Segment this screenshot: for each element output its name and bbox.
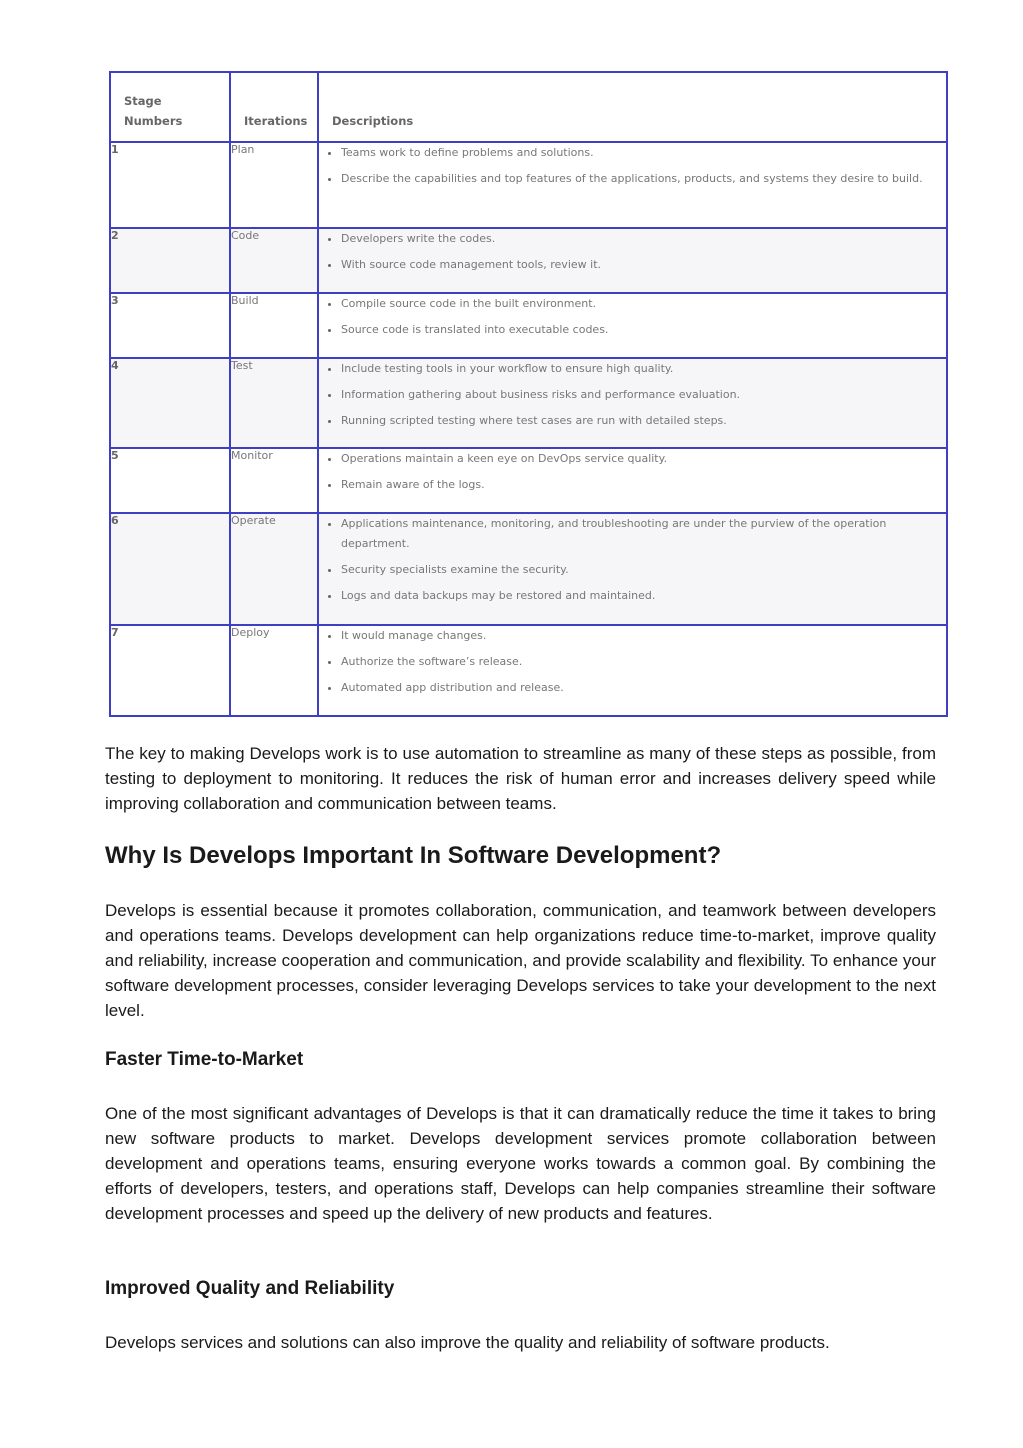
- description-cell: [318, 358, 947, 448]
- iteration-cell: Test: [230, 358, 318, 448]
- description-list: [319, 449, 946, 495]
- description-item: • Information gathering about business risks and performance evaluation.: [341, 385, 946, 405]
- table-row: [110, 293, 947, 358]
- table-row: [110, 358, 947, 448]
- iteration-cell: Operate: [230, 513, 318, 625]
- description-item: • Include testing tools in your workflow to ensure high quality.: [341, 359, 946, 379]
- header-descriptions: Descriptions: [318, 72, 947, 142]
- description-list: [319, 514, 946, 606]
- improved-quality-paragraph: Develops services and solutions can also improve the quality and reliability of software products.: [105, 1333, 830, 1352]
- iteration-cell: Code: [230, 228, 318, 293]
- description-item: • Security specialists examine the security.: [341, 560, 946, 580]
- subheading-faster-time-to-market: Faster Time-to-Market: [105, 1049, 304, 1070]
- stage-number-cell: 3: [110, 293, 230, 358]
- header-iterations: Iterations: [230, 72, 318, 142]
- description-item: • With source code management tools, review it.: [341, 255, 946, 275]
- description-cell: [318, 625, 947, 716]
- description-cell: [318, 142, 947, 228]
- description-cell: [318, 513, 947, 625]
- description-list: [319, 229, 946, 275]
- description-item: • Compile source code in the built environment.: [341, 294, 946, 314]
- description-item: • Applications maintenance, monitoring, and troubleshooting are under the purview of the operation department.: [341, 514, 946, 554]
- description-item: • Teams work to define problems and solutions.: [341, 143, 946, 163]
- stage-number-cell: 4: [110, 358, 230, 448]
- devops-stages-table: [109, 71, 948, 717]
- table-row: [110, 625, 947, 716]
- description-item: • Describe the capabilities and top features of the applications, products, and systems they desire to build.: [341, 169, 946, 189]
- header-stage-numbers: Stage Numbers: [110, 72, 230, 142]
- importance-section: [105, 842, 936, 870]
- description-item: • Logs and data backups may be restored and maintained.: [341, 586, 946, 606]
- description-cell: [318, 448, 947, 513]
- section-heading: Why Is Develops Important In Software Development?: [105, 842, 722, 869]
- description-cell: [318, 228, 947, 293]
- iteration-cell: Monitor: [230, 448, 318, 513]
- iteration-cell: Deploy: [230, 625, 318, 716]
- subheading-improved-quality: Improved Quality and Reliability: [105, 1278, 395, 1299]
- description-item: • It would manage changes.: [341, 626, 946, 646]
- stage-number-cell: 2: [110, 228, 230, 293]
- description-item: • Automated app distribution and release.: [341, 678, 946, 698]
- importance-body: [105, 898, 936, 1023]
- stage-number-cell: 5: [110, 448, 230, 513]
- faster-ttm-heading-block: [105, 1049, 936, 1071]
- quality-body: [105, 1330, 936, 1355]
- table-row: [110, 228, 947, 293]
- table-row: [110, 142, 947, 228]
- description-list: [319, 294, 946, 340]
- table-row: [110, 513, 947, 625]
- faster-ttm-body: [105, 1101, 936, 1226]
- table-row: [110, 448, 947, 513]
- table-header-row: [110, 72, 947, 142]
- description-item: • Operations maintain a keen eye on DevOps service quality.: [341, 449, 946, 469]
- stage-number-cell: 6: [110, 513, 230, 625]
- description-list: [319, 143, 946, 189]
- intro-paragraph: The key to making Develops work is to use automation to streamline as many of these steps as possible, from testing to deployment to monitoring. It reduces the risk of human error and increases delivery speed while improving collaboration and communication between teams.: [105, 744, 936, 813]
- table-body: [110, 142, 947, 716]
- iteration-cell: Build: [230, 293, 318, 358]
- section-paragraph: Develops is essential because it promotes collaboration, communication, and teamwork between developers and operations teams. Develops development can help organizations reduce time-to-market, improve quality and reliability, increase cooperation and communication, and provide scalability and flexibility. To enhance your software development processes, consider leveraging Develops services to take your development to the next level.: [105, 901, 936, 1020]
- stage-number-cell: 7: [110, 625, 230, 716]
- faster-time-to-market-paragraph: One of the most significant advantages of Develops is that it can dramatically reduce the time it takes to bring new software products to market. Develops development services promote collaboration between development and operations teams, ensuring everyone works towards a common goal. By combining the efforts of developers, testers, and operations staff, Develops can help companies streamline their software development processes and speed up the delivery of new products and features.: [105, 1104, 936, 1223]
- iteration-cell: Plan: [230, 142, 318, 228]
- quality-heading-block: [105, 1278, 936, 1300]
- description-item: • Source code is translated into executable codes.: [341, 320, 946, 340]
- description-item: • Developers write the codes.: [341, 229, 946, 249]
- intro-section: [105, 741, 936, 816]
- description-item: • Remain aware of the logs.: [341, 475, 946, 495]
- description-item: • Running scripted testing where test cases are run with detailed steps.: [341, 411, 946, 431]
- description-cell: [318, 293, 947, 358]
- description-list: [319, 359, 946, 431]
- stage-number-cell: 1: [110, 142, 230, 228]
- description-item: • Authorize the software’s release.: [341, 652, 946, 672]
- description-list: [319, 626, 946, 698]
